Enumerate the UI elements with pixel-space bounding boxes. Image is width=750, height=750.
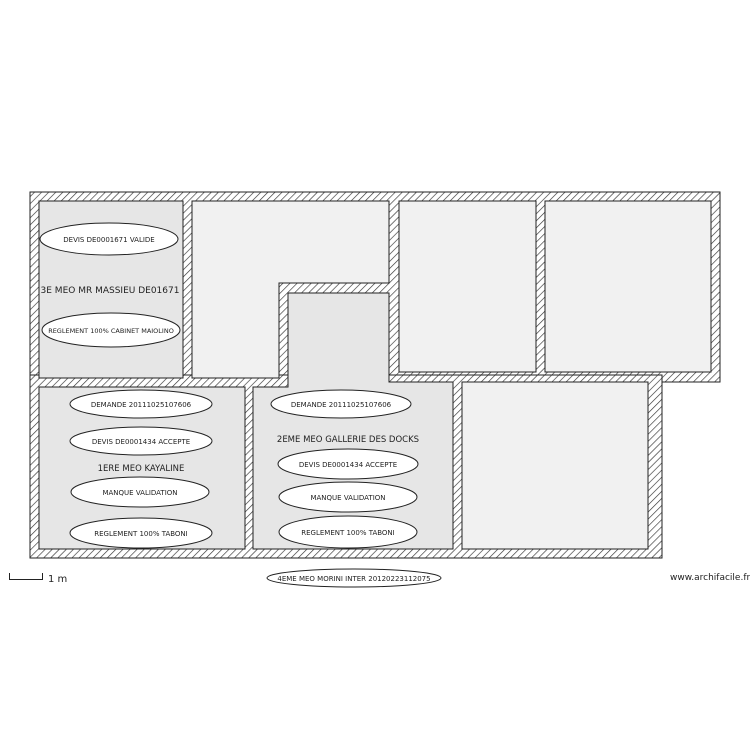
note-text: DEMANDE 20111025107606 <box>290 401 392 409</box>
brand-watermark: www.archifacile.fr <box>670 573 750 583</box>
room-bottom-right-floor <box>462 382 648 549</box>
note-text: REGLEMENT 100% TABONI <box>301 529 395 537</box>
note-text: REGLEMENT 100% TABONI <box>94 530 188 538</box>
scale-label: 1 m <box>48 574 68 585</box>
note-text: MANQUE VALIDATION <box>310 494 386 502</box>
note-text: DEVIS DE0001434 ACCEPTE <box>91 438 191 446</box>
room-top-3-floor <box>399 201 536 372</box>
scale-bar <box>9 573 43 580</box>
note-text: 4EME MEO MORINI INTER 20120223112075 <box>277 575 431 583</box>
room-title: 3E MEO MR MASSIEU DE01671 <box>40 286 180 296</box>
note-text: DEVIS DE0001671 VALIDE <box>63 236 155 244</box>
note-text: MANQUE VALIDATION <box>102 489 178 497</box>
note-text: REGLEMENT 100% CABINET MAIOLINO <box>48 327 174 335</box>
room-top-4-floor <box>545 201 711 372</box>
room-title: 2EME MEO GALLERIE DES DOCKS <box>276 435 420 445</box>
room-title: 1ERE MEO KAYALINE <box>97 464 185 474</box>
note-text: DEMANDE 20111025107606 <box>90 401 192 409</box>
footer-note <box>267 569 441 587</box>
note-text: DEVIS DE0001434 ACCEPTE <box>298 461 398 469</box>
